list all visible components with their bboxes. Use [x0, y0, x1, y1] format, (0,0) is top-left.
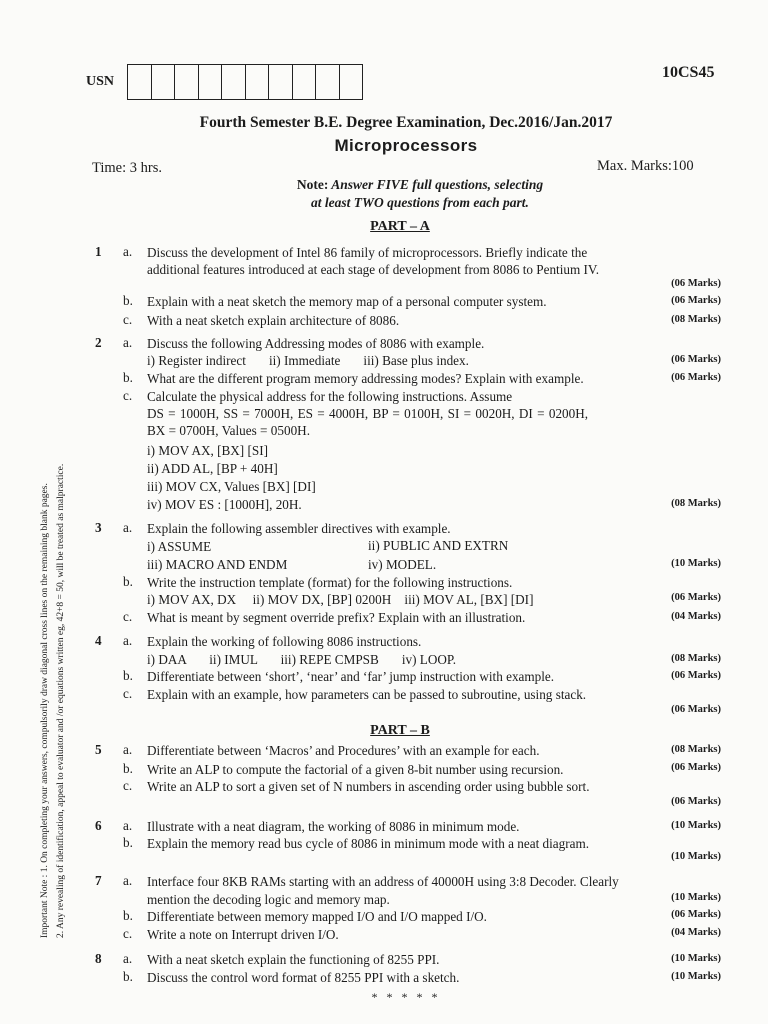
q2c-item-3: iii) MOV CX, Values [BX] [DI]	[147, 479, 316, 494]
q8b-marks: (10 Marks)	[671, 971, 721, 982]
q8a-text: With a neat sketch explain the functioning of 8255 PPI.	[147, 952, 440, 967]
q2c-text-3: BX = 0700H, Values = 0500H.	[147, 423, 310, 438]
question-8-number: 8	[95, 951, 102, 966]
question-3-number: 3	[95, 520, 102, 535]
q7c-label: c.	[123, 926, 133, 941]
q2c-marks: (08 Marks)	[671, 498, 721, 509]
q1a-label: a.	[123, 244, 133, 259]
q3a-marks: (10 Marks)	[671, 558, 721, 569]
q2c-item-4: iv) MOV ES : [1000H], 20H.	[147, 497, 302, 512]
q8b-label: b.	[123, 969, 133, 984]
q4c-marks: (06 Marks)	[671, 704, 721, 715]
q8b-text: Discuss the control word format of 8255 PPI with a sketch.	[147, 970, 460, 985]
q1c-marks: (08 Marks)	[671, 314, 721, 325]
q6b-text: Explain the memory read bus cycle of 8086 in minimum mode with a neat diagram.	[147, 836, 590, 851]
q2c-item-2: ii) ADD AL, [BP + 40H]	[147, 461, 278, 476]
q7c-text: Write a note on Interrupt driven I/O.	[147, 927, 339, 942]
q5a-marks: (08 Marks)	[671, 744, 721, 755]
q8a-marks: (10 Marks)	[671, 953, 721, 964]
q1a-text-1: Discuss the development of Intel 86 family of microprocessors. Briefly indicate the	[147, 245, 588, 260]
question-7-number: 7	[95, 873, 102, 888]
q2c-text-1: Calculate the physical address for the following instructions. Assume	[147, 389, 513, 404]
q5b-text: Write an ALP to compute the factorial of a given 8-bit number using recursion.	[147, 762, 564, 777]
question-6-number: 6	[95, 818, 102, 833]
q1a-text-2: additional features introduced at each stage of development from 8086 to Pentium IV.	[147, 262, 600, 277]
part-b-heading: PART – B	[370, 723, 430, 738]
q2b-label: b.	[123, 370, 133, 385]
q4a-marks: (08 Marks)	[671, 653, 721, 664]
q4a-text-1: Explain the working of following 8086 instructions.	[147, 634, 422, 649]
q2c-item-1: i) MOV AX, [BX] [SI]	[147, 443, 269, 458]
q4a-label: a.	[123, 633, 133, 648]
q3a-item-2: ii) PUBLIC AND EXTRN	[368, 538, 509, 553]
exam-title: Fourth Semester B.E. Degree Examination, Dec.2016/Jan.2017	[199, 114, 613, 131]
q5c-label: c.	[123, 778, 133, 793]
max-marks: Max. Marks:100	[597, 158, 694, 174]
q3a-item-3: iii) MACRO AND ENDM	[147, 557, 288, 572]
q4b-marks: (06 Marks)	[671, 670, 721, 681]
usn-boxes	[127, 64, 363, 100]
q3b-text-2: i) MOV AX, DX ii) MOV DX, [BP] 0200H iii) MOV AL, [BX] [DI]	[147, 592, 534, 607]
q6b-label: b.	[123, 835, 133, 850]
q7b-label: b.	[123, 908, 133, 923]
question-1-number: 1	[95, 244, 102, 259]
q6a-text: Illustrate with a neat diagram, the working of 8086 in minimum mode.	[147, 819, 520, 834]
q5b-marks: (06 Marks)	[671, 762, 721, 773]
q4a-text-2: i) DAA ii) IMUL iii) REPE CMPSB iv) LOOP.	[147, 652, 457, 667]
q5b-label: b.	[123, 761, 133, 776]
q3b-text-1: Write the instruction template (format) for the following instructions.	[147, 575, 513, 590]
q7a-text-2: mention the decoding logic and memory map.	[147, 892, 390, 907]
q7a-label: a.	[123, 873, 133, 888]
q6b-marks: (10 Marks)	[671, 851, 721, 862]
usn-label: USN	[86, 74, 115, 89]
q1b-text: Explain with a neat sketch the memory map of a personal computer system.	[147, 294, 547, 309]
q7a-text-1: Interface four 8KB RAMs starting with an address of 40000H using 3:8 Decoder. Clearly	[147, 874, 619, 889]
q5a-label: a.	[123, 742, 133, 757]
q2c-text-2: DS = 1000H, SS = 7000H, ES = 4000H, BP = 0100H, SI = 0020H, DI = 0200H,	[147, 406, 589, 421]
note-label: Note:	[296, 177, 329, 192]
q8a-label: a.	[123, 951, 133, 966]
question-4-number: 4	[95, 633, 102, 648]
q2a-text-1: Discuss the following Addressing modes of 8086 with example.	[147, 336, 485, 351]
q2a-text-2: i) Register indirect ii) Immediate iii) Base plus index.	[147, 353, 469, 368]
q2b-text: What are the different program memory addressing modes? Explain with example.	[147, 371, 584, 386]
end-stars: * * * * *	[371, 990, 441, 1004]
q5a-text: Differentiate between ‘Macros’ and Procedures’ with an example for each.	[147, 743, 540, 758]
subject-code: 10CS45	[662, 64, 715, 81]
q3c-label: c.	[123, 609, 133, 624]
q1c-text: With a neat sketch explain architecture of 8086.	[147, 313, 400, 328]
q3b-label: b.	[123, 574, 133, 589]
q7b-marks: (06 Marks)	[671, 909, 721, 920]
q2c-label: c.	[123, 388, 133, 403]
part-a-heading: PART – A	[370, 219, 430, 234]
q2a-marks: (06 Marks)	[671, 354, 721, 365]
q7c-marks: (04 Marks)	[671, 927, 721, 938]
note-line-2: at least TWO questions from each part.	[311, 195, 529, 210]
q5c-marks: (06 Marks)	[671, 796, 721, 807]
instructions-note	[0, 177, 768, 193]
q1b-marks: (06 Marks)	[671, 295, 721, 306]
note-line-1: Answer FIVE full questions, selecting	[331, 177, 544, 192]
q3a-text: Explain the following assembler directives with example.	[147, 521, 451, 536]
q4b-label: b.	[123, 668, 133, 683]
q7b-text: Differentiate between memory mapped I/O and I/O mapped I/O.	[147, 909, 487, 924]
q1a-marks: (06 Marks)	[671, 278, 721, 289]
q3a-item-4: iv) MODEL.	[368, 557, 437, 572]
q6a-marks: (10 Marks)	[671, 820, 721, 831]
q4c-label: c.	[123, 686, 133, 701]
subject-title: Microprocessors	[334, 136, 478, 155]
q1b-label: b.	[123, 293, 133, 308]
side-note-2: 2. Any revealing of identification, appeal to evaluator and /or equations written eg, 42+8 = 50, will be treated as malpractice.	[56, 463, 66, 938]
q1c-label: c.	[123, 312, 133, 327]
q3a-item-1: i) ASSUME	[147, 539, 212, 554]
q2b-marks: (06 Marks)	[671, 372, 721, 383]
question-5-number: 5	[95, 742, 102, 757]
q6a-label: a.	[123, 818, 133, 833]
q3c-marks: (04 Marks)	[671, 611, 721, 622]
side-note-1: Important Note : 1. On completing your answers, compulsorily draw diagonal cross lines on the remaining blank pages.	[40, 483, 50, 938]
question-2-number: 2	[95, 335, 102, 350]
q4c-text: Explain with an example, how parameters can be passed to subroutine, using stack.	[147, 687, 587, 702]
q3a-label: a.	[123, 520, 133, 535]
q5c-text: Write an ALP to sort a given set of N numbers in ascending order using bubble sort.	[147, 779, 590, 794]
q4b-text: Differentiate between ‘short’, ‘near’ and ‘far’ jump instruction with example.	[147, 669, 555, 684]
q7a-marks: (10 Marks)	[671, 892, 721, 903]
time-allowed: Time: 3 hrs.	[92, 160, 162, 176]
q3b-marks: (06 Marks)	[671, 592, 721, 603]
q2a-label: a.	[123, 335, 133, 350]
q3c-text: What is meant by segment override prefix? Explain with an illustration.	[147, 610, 526, 625]
